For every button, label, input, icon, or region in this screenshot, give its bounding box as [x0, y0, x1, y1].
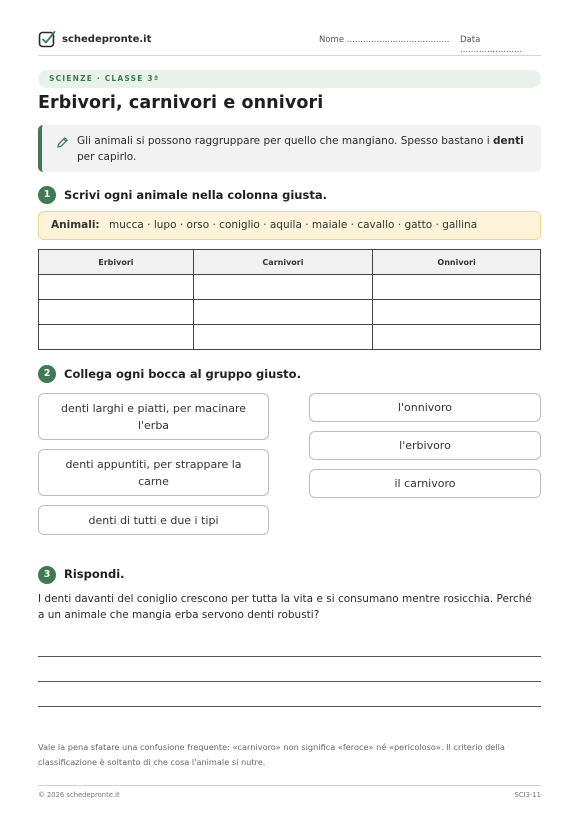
worksheet-code: SCI3-11	[514, 791, 541, 799]
match-right-item-3[interactable]: il carnivoro	[309, 469, 541, 498]
answer-line[interactable]	[38, 681, 541, 682]
answer-line[interactable]	[38, 656, 541, 657]
table-cell[interactable]	[193, 275, 372, 300]
page-footer	[38, 785, 541, 799]
section-1-title: Scrivi ogni animale nella colonna giusta.	[64, 188, 327, 202]
table-row	[39, 325, 541, 350]
table-cell[interactable]	[193, 325, 372, 350]
table-cell[interactable]	[39, 325, 194, 350]
table-row	[39, 300, 541, 325]
page-header	[38, 30, 541, 56]
match-left-item-1[interactable]: denti larghi e piatti, per macinare l'erba	[38, 393, 269, 440]
intro-bold-word: denti	[493, 135, 524, 147]
column-header-onnivori: Onnivori	[373, 250, 541, 275]
subject-label: SCIENZE · CLASSE 3ª	[38, 70, 541, 88]
match-left-item-2[interactable]: denti appuntiti, per strappare la carne	[38, 449, 269, 496]
pencil-icon	[56, 136, 69, 149]
section-2-number: 2	[38, 365, 56, 383]
table-cell[interactable]	[373, 300, 541, 325]
brand-name: schedepronte.it	[62, 33, 152, 45]
date-field: Data .......................	[460, 35, 523, 55]
table-row	[39, 275, 541, 300]
answer-line[interactable]	[38, 706, 541, 707]
logo	[38, 30, 151, 48]
match-left-item-3[interactable]: denti di tutti e due i tipi	[38, 505, 269, 535]
teacher-note: Vale la pena sfatare una confusione frequente: «carnivoro» non significa «feroce» né «pericoloso». Il criterio della classificazione è soltanto di che cosa l'animale si nutre.	[38, 742, 505, 767]
section-2-title: Collega ogni bocca al gruppo giusto.	[64, 367, 301, 381]
table-cell[interactable]	[39, 275, 194, 300]
match-right-item-1[interactable]: l'onnivoro	[309, 393, 541, 422]
sorting-table	[38, 249, 541, 350]
animals-list	[38, 211, 541, 240]
name-field: Nome ......................................	[319, 35, 450, 45]
table-cell[interactable]	[193, 300, 372, 325]
checkbox-logo-icon	[38, 30, 56, 48]
copyright: © 2026 schedepronte.it	[38, 791, 120, 799]
section-3-number: 3	[38, 566, 56, 584]
table-cell[interactable]	[39, 300, 194, 325]
section-3-title: Rispondi.	[64, 567, 125, 581]
animals-values: mucca · lupo · orso · coniglio · aquila · maiale · cavallo · gatto · gallina	[108, 219, 478, 231]
column-header-carnivori: Carnivori	[193, 250, 372, 275]
question-text: I denti davanti del coniglio crescono per tutta la vita e si consumano mentre rosicchia. Perché a un animale che mangia erba servono denti robusti?	[38, 593, 532, 621]
page-title: Erbivori, carnivori e onnivori	[38, 93, 324, 113]
match-right-item-2[interactable]: l'erbivoro	[309, 431, 541, 460]
intro-box	[38, 125, 541, 172]
section-1-number: 1	[38, 186, 56, 204]
table-cell[interactable]	[373, 325, 541, 350]
animals-label: Animali:	[51, 219, 100, 231]
table-cell[interactable]	[373, 275, 541, 300]
intro-text: Gli animali si possono raggruppare per quello che mangiano. Spesso bastano i denti per capirlo.	[77, 135, 524, 163]
column-header-erbivori: Erbivori	[39, 250, 194, 275]
